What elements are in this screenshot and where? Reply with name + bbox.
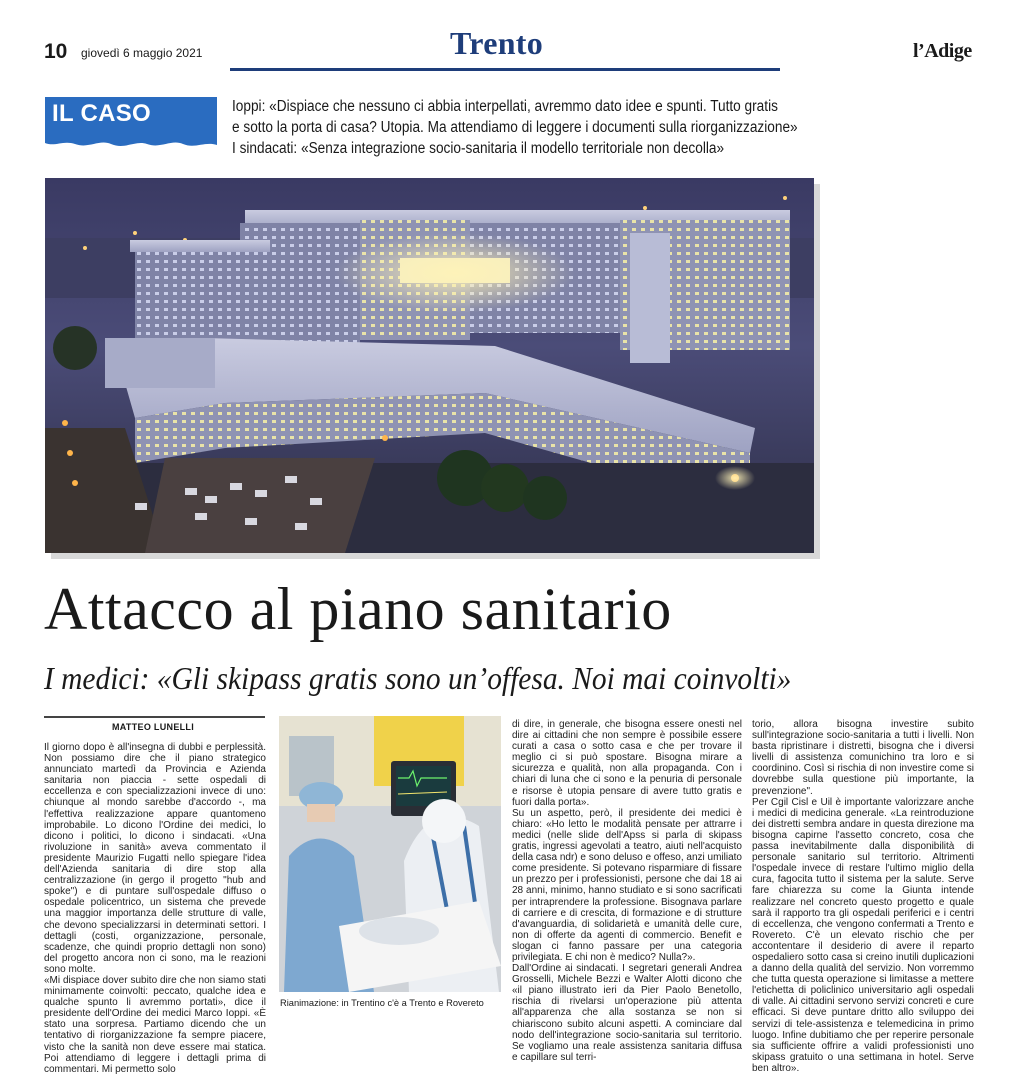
article-column-1 (44, 742, 266, 1075)
header-rule (230, 68, 780, 71)
paragraph: Su un aspetto, però, il presidente dei medici è chiaro: «Ho letto le modalità pensate per attrarre i medici (nelle slide dell'Apss si parla di skipass gratis, ingressi agevolati a teatro, aiuti nell'acquisto della casa ndr) e sono deluso e offeso, anzi umiliato come presidente. Si potevano risparmiare di fissare un prezzo per i professionisti, persone che dai 18 ai 28 anni, minimo, hanno studiato e si sono sacrificati per intraprendere la professione. Bisognava parlare di carriere e di crescita, di formazione e di strutture d'avanguardia, di solidarietà e umanità delle cure, non di offerte da agenti di commercio. Benefit e slogan ci fanno passare per una categoria privilegiata. E chi non è medico? Nulla?». (512, 807, 742, 963)
paragraph: Per Cgil Cisl e Uil è importante valorizzare anche i medici di medicina generale. «La reintroduzione dei distretti sembra andare in questa direzione ma bisogna capirne l'assetto concreto, cosa che passa inevitabilmente dalla disponibilità di personale sanitario sul territorio. Altrimenti l'ospedale invece di restare l'ultimo miglio della cura, fagocita tutto il sistema per la salute. Serve fare chiarezza su come la Giunta intende realizzare nel concreto questo progetto e quale sarà il rapporto tra gli ospedali periferici e i centri di eccellenza, che vengono confermati a Trento e Rovereto. C'è un elevato rischio che per accontentare il desiderio di avere il reparto ospedaliero sotto casa si creino inutili duplicazioni a danno della qualità del servizio. Non vorremmo che tutta questa operazione si limitasse a mettere l'etichetta di policlinico universitario agli ospedali di valle. Ai cittadini servono servizi concreti e cure efficaci. Si deve puntare dritto allo sviluppo dei servizi di tele-assistenza e telemedicina in primo luogo. Infine dubitiamo che per reperire personale sia sufficiente offrire a validi professionisti uno skipass gratuito o una settimana in hotel. Serve ben altro». (752, 796, 974, 1074)
article-column-3 (752, 719, 974, 1074)
paragraph: Il giorno dopo è all'insegna di dubbi e perplessità. Non possiamo dire che il piano strategico annunciato martedì da Provincia e Azienda sanitaria non piaccia - sette ospedali di eccellenza e con specializzazioni invece di uno: chiunque al mondo sarebbe d'accordo -, ma l'effettiva realizzazione appare quantomeno improbabile. Lo dicono l'Ordine dei medici, lo dicono i politici, lo dicono i sindacati. «Una rivoluzione in sanità» aveva commentato il presidente Maurizio Fugatti nello spiegare l'idea dell'Azienda sanitaria di dire stop alla centralizzazione (in gergo il progetto "hub and spoke") e di puntare sull'ospedale diffuso o ospedale policentrico, un sistema che prevede una maggior importanza delle strutture di valle, che devono specializzarsi in determinati settori. I dettagli (costi, organizzazione, personale, scadenze, che quindi proprio dettagli non sono) del progetto ancora non ci sono, ma le reazioni sono molte. (44, 742, 266, 975)
masthead: l’Adige (913, 40, 972, 62)
deck-line: e sotto la porta di casa? Utopia. Ma attendiamo di leggere i documenti sulla riorganizzazione» (232, 119, 798, 136)
headline: Attacco al piano sanitario (44, 576, 672, 642)
paragraph: «Mi dispiace dover subito dire che non siamo stati minimamente coinvolti: peccato, qualche idea e qualche spunto li avremmo portati», dice il presidente dell'Ordine dei medici Marco Ioppi. «È stato una sorpresa. Partiamo dicendo che un tentativo di riorganizzazione fa sempre piacere, visto che la sanità non deve essere mai statica. Poi attendiamo di leggere i dettagli prima di commentari. Mi permetto solo (44, 974, 266, 1075)
page-date: giovedì 6 maggio 2021 (81, 46, 203, 60)
page-number: 10 (44, 40, 68, 63)
deck-line: Ioppi: «Dispiace che nessuno ci abbia interpellati, avremmo dato idee e spunti. Tutto gratis (232, 98, 778, 115)
paragraph: Dall'Ordine ai sindacati. I segretari generali Andrea Grosselli, Michele Bezzi e Walter Alotti dicono che «il piano illustrato ieri da Pier Paolo Benetollo, rischia di rivelarsi un'operazione più attenta all'apparenza che alla sostanza se non si chiariscono subito alcuni aspetti. A cominciare dal nodo dell'integrazione socio-sanitaria sul territorio. Se vogliamo una reale assistenza sanitaria diffusa e capillare sul terri- (512, 963, 742, 1063)
il-caso-label: IL CASO (52, 100, 152, 127)
deck-line: I sindacati: «Senza integrazione socio-sanitaria il modello territoriale non decolla» (232, 140, 725, 157)
photo-caption: Rianimazione: in Trentino c'è a Trento e Rovereto (280, 998, 484, 1008)
subheadline: I medici: «Gli skipass gratis sono un’offesa. Noi mai coinvolti» (44, 660, 792, 696)
article-column-2 (512, 719, 742, 1063)
paragraph: di dire, in generale, che bisogna essere onesti nel dire ai cittadini che non sempre è possibile essere curati a casa o sotto casa e che per trovare il meglio ci si può spostare. Bisogna mirare a sicurezza e qualità, non alla propaganda. Con i chiari di luna che ci sono e la penuria di personale e risorse è utopia pensare di avere tutto gratis e fuori dalla porta». (512, 719, 742, 808)
byline-rule (44, 716, 265, 718)
byline: MATTEO LUNELLI (112, 722, 195, 732)
icu-photo (279, 716, 501, 992)
paragraph: torio, allora bisogna investire subito sull'integrazione socio-sanitaria a tutti i livelli. Non basta ripristinare i distretti, bisogna che i diversi livelli di assistenza comunichino tra loro e si coordinino. Così si rischia di non investire come si dovrebbe sulla questione più importante, la prevenzione". (752, 719, 974, 797)
hospital-night-photo (45, 178, 814, 553)
section-title: Trento (450, 25, 544, 61)
